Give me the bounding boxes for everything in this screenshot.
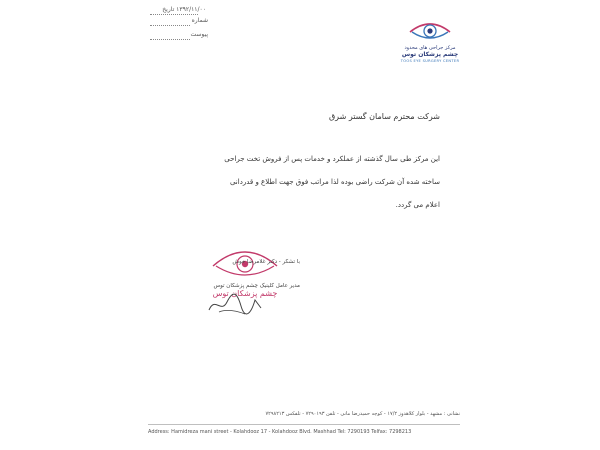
logo-english-name: TOOS EYE SURGERY CENTER <box>400 59 460 63</box>
date-label: تاریخ <box>162 6 175 13</box>
salutation: شرکت محترم سامان گستر شرق <box>328 112 440 121</box>
footer-divider <box>148 424 460 425</box>
logo-name-line1: مرکز جراحی های محدود <box>404 45 456 51</box>
number-line <box>150 25 190 26</box>
attachment-line <box>150 39 190 40</box>
signature <box>205 288 265 318</box>
logo-name-line2: چشم پزشکان توس <box>401 51 459 58</box>
footer-address-en: Address: Hamidreza mani street - Kolahdooz 17 - Kolahdooz Blvd. Mashhad Tel: 7290193 Telfax: 7298213 <box>148 429 412 435</box>
body-line-3: اعلام می گردد. <box>395 201 440 209</box>
footer-address-fa: نشانی : مشهد - بلوار کلاهدوز ۱۷/۲ - کوچه حمیدرضا مانی - تلفن ۷۲۹۰۱۹۳ - تلفکس ۷۲۹۸۲۱۳ <box>265 411 460 417</box>
body-line-2: ساخته شده آن شرکت راضی بوده لذا مراتب فوق جهت اطلاع و قدردانی <box>229 178 440 186</box>
signer-title: مدیر عامل کلینیک چشم پزشکان توس <box>213 283 300 289</box>
letter-page <box>150 0 460 450</box>
date-value: ۱۳۹۲/۱۱/۰۰ <box>176 6 206 13</box>
eye-logo-icon <box>408 18 452 44</box>
number-label: شماره <box>191 17 208 24</box>
stamp-text: چشم پزشکان توس <box>212 289 278 298</box>
clinic-logo <box>395 18 465 64</box>
body-line-1: این مرکز طی سال گذشته از عملکرد و خدمات پس از فروش تخت جراحی <box>224 155 440 163</box>
closing-line: با تشکر - دکتر غلامرضا خوش <box>232 259 300 265</box>
date-line <box>150 14 198 15</box>
date-field <box>150 6 206 13</box>
attachment-label: پیوست <box>190 31 208 38</box>
